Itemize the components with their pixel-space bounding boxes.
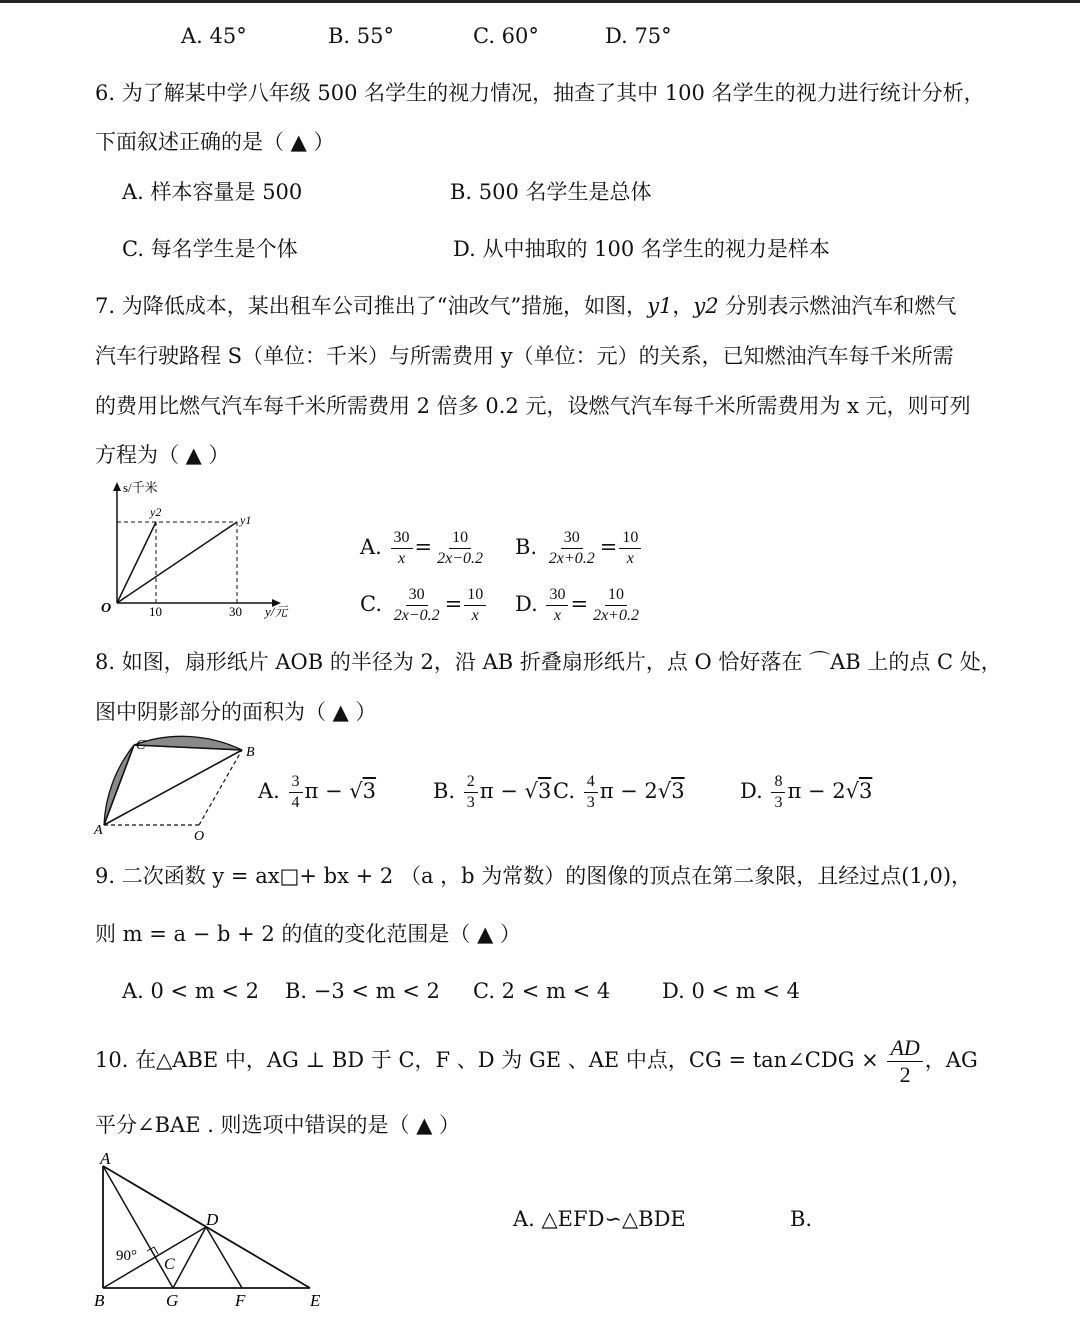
q10-segment-ag: [103, 1166, 173, 1288]
q9-option-d: D. 0 < m < 4: [662, 979, 800, 1003]
q10-label-c: C: [164, 1256, 175, 1273]
q7-graph-label-y1: y1: [240, 513, 252, 527]
q7-graph-y-arrow: [113, 482, 121, 491]
q7-graph-line-y2: [117, 522, 156, 603]
q7-graph-label-y2: y2: [150, 505, 162, 519]
q8-label-c: C: [136, 738, 146, 753]
q8-option-d: D. $\frac{8}{3}$ π − 2√3: [740, 773, 873, 811]
q9-stem-line2: 则 m = a − b + 2 的值的变化范围是（ ▲ ）: [95, 922, 521, 946]
q10-triangle-figure: [88, 1148, 338, 1314]
q7-stem-line3: 的费用比燃气汽车每千米所需费用 2 倍多 0.2 元，设燃气汽车每千米所需费用为 x 元，则可列: [95, 394, 971, 418]
q6-option-b: B. 500 名学生是总体: [450, 180, 652, 204]
top-border: [0, 0, 1080, 3]
q7-option-d: D. $\frac{30}{x}$ = $\frac{10}{2x+0.2}$: [515, 586, 639, 624]
q10-label-d: D: [206, 1210, 219, 1229]
q10-label-b: B: [94, 1291, 105, 1310]
q8-label-b: B: [246, 745, 255, 760]
q10-stem-line2: 平分∠BAE . 则选项中错误的是（ ▲ ）: [95, 1113, 461, 1137]
q6-stem-line2: 下面叙述正确的是（ ▲ ）: [95, 130, 335, 154]
q5-option-a: A. 45°: [181, 24, 247, 48]
q8-option-c: C. $\frac{4}{3}$ π − 2√3: [553, 773, 685, 811]
q6-option-a: A. 样本容量是 500: [122, 180, 303, 204]
q7-stem-line1: 7. 为降低成本，某出租车公司推出了“油改气”措施，如图，y1，y2 分别表示燃油汽车和燃气: [95, 294, 957, 318]
q10-segment-fd: [206, 1227, 242, 1288]
q7-option-c: C. $\frac{30}{2x-0.2}$ = $\frac{10}{x}$: [360, 579, 488, 629]
q8-sector-figure: [92, 734, 267, 844]
q7-option-a: A. $\frac{30}{x}$ = $\frac{10}{2x-0.2}$: [360, 529, 484, 567]
q7-stem-line2: 汽车行驶路程 S（单位：千米）与所需费用 y（单位：元）的关系，已知燃油汽车每千米所需: [95, 344, 954, 368]
q10-option-b: B.: [790, 1207, 813, 1231]
q9-option-b: B. −3 < m < 2: [285, 979, 440, 1003]
q7-graph-line-y1: [117, 522, 237, 603]
q8-label-a: A: [94, 823, 103, 838]
q9-stem-line1: 9. 二次函数 y = ax□+ bx + 2 （a ，b 为常数）的图像的顶点在第二象限，且经过点(1,0)，: [95, 864, 973, 888]
q7-graph-tick-10: 10: [149, 604, 162, 619]
q6-stem-line1: 6. 为了解某中学八年级 500 名学生的视力情况，抽查了其中 100 名学生的视力进行统计分析，: [95, 81, 985, 105]
q10-angle-label: 90°: [116, 1248, 137, 1264]
q7-graph-xlabel: y/元: [265, 604, 288, 619]
q7-stem-line4: 方程为（ ▲ ）: [95, 443, 230, 467]
q6-option-d: D. 从中抽取的 100 名学生的视力是样本: [453, 237, 830, 261]
q7-graph-origin: O: [101, 601, 112, 616]
q10-label-f: F: [235, 1291, 246, 1310]
q5-option-b: B. 55°: [328, 24, 395, 48]
q7-option-b: B. $\frac{30}{2x+0.2}$ = $\frac{10}{x}$: [515, 522, 643, 572]
q10-label-a: A: [100, 1149, 111, 1168]
q5-option-c: C. 60°: [473, 24, 539, 48]
q8-segment-ac: [104, 745, 134, 825]
q10-option-a: A. △EFD∽△BDE: [513, 1207, 686, 1231]
q8-stem-line1: 8. 如图，扇形纸片 AOB 的半径为 2，沿 AB 折叠扇形纸片，点 O 恰好落在 ⌒AB 上的点 C 处，: [95, 650, 1002, 674]
q10-label-e: E: [310, 1291, 321, 1310]
q6-option-c: C. 每名学生是个体: [122, 237, 298, 261]
q7-graph-tick-30: 30: [229, 604, 242, 619]
q5-option-d: D. 75°: [605, 24, 672, 48]
q8-stem-line2: 图中阴影部分的面积为（ ▲ ）: [95, 700, 377, 724]
q8-label-o: O: [194, 829, 205, 844]
q10-label-g: G: [166, 1291, 179, 1310]
q7-graph-ylabel: s/千米: [123, 480, 158, 495]
q9-option-c: C. 2 < m < 4: [473, 979, 611, 1003]
q10-stem-line1: 10. 在△ABE 中，AG ⊥ BD 于 C，F 、D 为 GE 、AE 中点，CG = tan∠CDG × $\frac{AD}{2}$ ，AG: [95, 1035, 978, 1087]
q8-option-b: B. $\frac{2}{3}$ π − √3: [433, 773, 552, 811]
q9-option-a: A. 0 < m < 2: [122, 979, 260, 1003]
q7-graph: [95, 478, 310, 620]
q8-option-a: A. $\frac{3}{4}$ π − √3: [258, 773, 377, 811]
